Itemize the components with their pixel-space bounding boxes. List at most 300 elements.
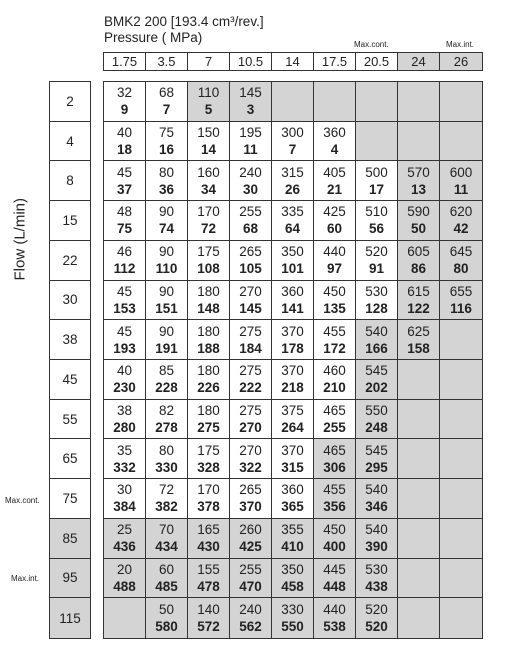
pressure-header-cell: 7: [188, 53, 230, 70]
torque-value: 145: [239, 85, 262, 101]
table-cell: [104, 241, 146, 281]
torque-value: 530: [365, 561, 388, 577]
table-cell: [398, 241, 440, 281]
table-cell: [146, 439, 188, 479]
pressure-header-cell: 20.5: [356, 53, 398, 70]
speed-value: 448: [323, 578, 346, 594]
torque-value: 180: [197, 323, 220, 339]
speed-value: 101: [281, 261, 304, 277]
flow-header-cell: 45: [50, 360, 90, 400]
pressure-header-row: [103, 52, 483, 71]
torque-value: 180: [197, 363, 220, 379]
table-cell: [188, 82, 230, 122]
speed-value: 248: [365, 420, 388, 436]
speed-value: 278: [155, 420, 178, 436]
torque-value: 275: [239, 403, 262, 419]
torque-value: 315: [281, 164, 304, 180]
table-cell: [188, 241, 230, 281]
speed-value: 7: [288, 142, 297, 158]
max-cont-flow-label: Max.cont.: [5, 496, 40, 505]
flow-header-cell: 38: [50, 320, 90, 360]
torque-value: 180: [197, 403, 220, 419]
table-cell: [314, 241, 356, 281]
table-cell: [146, 201, 188, 241]
torque-value: 40: [116, 363, 133, 379]
table-cell: [272, 400, 314, 440]
torque-value: 520: [365, 244, 388, 260]
table-cell: [146, 479, 188, 519]
table-cell: [440, 479, 482, 519]
table-cell: [440, 241, 482, 281]
speed-value: 270: [239, 420, 262, 436]
speed-value: 34: [200, 181, 217, 197]
torque-value: 175: [197, 442, 220, 458]
torque-value: 32: [116, 85, 133, 101]
speed-value: 322: [239, 459, 262, 475]
table-title: BMK2 200 [193.4 cm³/rev.]: [104, 14, 264, 29]
torque-value: 530: [365, 283, 388, 299]
speed-value: 332: [113, 459, 136, 475]
table-cell: [398, 400, 440, 440]
torque-value: 520: [365, 602, 388, 618]
torque-value: 545: [365, 363, 388, 379]
torque-value: 20: [116, 561, 133, 577]
table-cell: [104, 161, 146, 201]
speed-value: 42: [453, 221, 469, 237]
performance-table: [103, 81, 483, 639]
torque-value: 360: [281, 283, 304, 299]
speed-value: 148: [197, 300, 220, 316]
table-cell: [272, 82, 314, 122]
speed-value: 356: [323, 499, 346, 515]
table-cell: [188, 598, 230, 638]
torque-value: 405: [323, 164, 346, 180]
speed-value: 110: [155, 261, 178, 277]
speed-value: 580: [155, 619, 178, 635]
table-cell: [356, 320, 398, 360]
table-cell: [188, 161, 230, 201]
speed-value: 128: [365, 300, 388, 316]
torque-value: 240: [239, 602, 262, 618]
speed-value: 390: [365, 539, 388, 555]
table-cell: [272, 122, 314, 162]
table-cell: [398, 122, 440, 162]
speed-value: 458: [281, 578, 304, 594]
torque-value: 270: [239, 442, 262, 458]
torque-value: 25: [116, 522, 133, 538]
pressure-axis-label: Pressure ( MPa): [104, 30, 203, 45]
torque-value: 620: [449, 204, 473, 220]
torque-value: 90: [158, 283, 175, 299]
torque-value: 545: [365, 442, 388, 458]
flow-header-cell: 30: [50, 281, 90, 321]
flow-header-cell: 85: [50, 519, 90, 559]
torque-value: 655: [449, 283, 473, 299]
torque-value: 335: [281, 204, 304, 220]
torque-value: 425: [323, 204, 346, 220]
table-cell: [188, 320, 230, 360]
torque-value: 455: [323, 323, 346, 339]
speed-value: 50: [410, 221, 427, 237]
speed-value: 122: [407, 300, 430, 316]
table-cell: [146, 320, 188, 360]
speed-value: 572: [197, 619, 220, 635]
torque-value: 180: [197, 283, 220, 299]
torque-value: 600: [449, 164, 473, 180]
table-cell: [188, 479, 230, 519]
speed-value: 75: [116, 221, 133, 237]
table-cell: [146, 559, 188, 599]
table-cell: [146, 598, 188, 638]
speed-value: 26: [284, 181, 301, 197]
speed-value: 330: [155, 459, 178, 475]
table-cell: [398, 479, 440, 519]
torque-value: 265: [239, 244, 262, 260]
speed-value: 384: [113, 499, 136, 515]
table-cell: [356, 82, 398, 122]
flow-header-cell: 22: [50, 241, 90, 281]
table-cell: [314, 82, 356, 122]
table-cell: [356, 559, 398, 599]
torque-value: 175: [197, 244, 220, 260]
speed-value: 193: [113, 340, 136, 356]
speed-value: 172: [323, 340, 346, 356]
speed-value: 116: [450, 300, 472, 316]
torque-value: 110: [197, 85, 220, 101]
torque-value: 540: [365, 522, 388, 538]
speed-value: 112: [113, 261, 136, 277]
torque-value: 60: [158, 561, 175, 577]
flow-header-cell: 95: [50, 559, 90, 599]
torque-value: 35: [116, 442, 133, 458]
torque-value: 615: [407, 283, 430, 299]
torque-value: 265: [239, 482, 262, 498]
speed-value: 430: [197, 539, 220, 555]
torque-value: 540: [365, 323, 388, 339]
speed-value: 7: [162, 102, 171, 118]
table-cell: [146, 161, 188, 201]
table-cell: [230, 320, 272, 360]
flow-axis: [0, 197, 40, 281]
torque-value: 255: [239, 204, 262, 220]
table-cell: [440, 161, 482, 201]
table-cell: [104, 201, 146, 241]
table-cell: [230, 439, 272, 479]
speed-value: 315: [281, 459, 304, 475]
torque-value: 370: [281, 442, 304, 458]
max-int-pressure-label: Max.int.: [446, 40, 475, 49]
table-cell: [314, 161, 356, 201]
speed-value: 74: [158, 221, 175, 237]
speed-value: 264: [281, 420, 304, 436]
torque-value: 625: [407, 323, 430, 339]
table-cell: [188, 439, 230, 479]
table-cell: [104, 281, 146, 321]
table-cell: [272, 360, 314, 400]
torque-value: 510: [365, 204, 388, 220]
torque-value: 45: [116, 323, 133, 339]
torque-value: 46: [116, 244, 133, 260]
table-cell: [440, 122, 482, 162]
table-cell: [398, 439, 440, 479]
pressure-header-cell: 1.75: [104, 53, 146, 70]
table-cell: [146, 519, 188, 559]
torque-value: 450: [323, 283, 346, 299]
speed-value: 108: [197, 261, 220, 277]
torque-value: 260: [239, 522, 262, 538]
speed-value: 18: [116, 142, 133, 158]
speed-value: 210: [323, 380, 346, 396]
table-cell: [230, 400, 272, 440]
table-cell: [104, 320, 146, 360]
speed-value: 280: [113, 420, 136, 436]
table-cell: [314, 479, 356, 519]
table-cell: [440, 82, 482, 122]
torque-value: 275: [239, 323, 262, 339]
speed-value: 80: [453, 261, 469, 277]
speed-value: 14: [200, 142, 217, 158]
torque-value: 465: [323, 403, 346, 419]
table-cell: [398, 360, 440, 400]
speed-value: 60: [326, 221, 343, 237]
table-cell: [230, 122, 272, 162]
speed-value: 97: [326, 261, 343, 277]
table-cell: [314, 400, 356, 440]
pressure-header-cell: 14: [272, 53, 314, 70]
table-cell: [398, 519, 440, 559]
table-cell: [104, 559, 146, 599]
table-cell: [356, 360, 398, 400]
table-cell: [230, 281, 272, 321]
torque-value: 375: [281, 403, 304, 419]
flow-header-cell: 2: [50, 82, 90, 122]
torque-value: 40: [116, 125, 133, 141]
speed-value: 382: [155, 499, 178, 515]
table-cell: [314, 281, 356, 321]
torque-value: 355: [281, 522, 304, 538]
table-cell: [146, 281, 188, 321]
table-cell: [356, 201, 398, 241]
speed-value: 275: [197, 420, 220, 436]
torque-value: 360: [323, 125, 346, 141]
flow-header-cell: 8: [50, 161, 90, 201]
table-cell: [272, 201, 314, 241]
speed-value: 153: [113, 300, 136, 316]
torque-value: 370: [281, 363, 304, 379]
table-cell: [188, 122, 230, 162]
torque-value: 38: [116, 403, 133, 419]
speed-value: 370: [239, 499, 262, 515]
table-cell: [356, 161, 398, 201]
table-cell: [230, 241, 272, 281]
speed-value: 295: [365, 459, 388, 475]
table-cell: [314, 201, 356, 241]
speed-value: 436: [113, 539, 136, 555]
table-cell: [230, 201, 272, 241]
pressure-header-cell: 24: [398, 53, 440, 70]
pressure-header-cell: 26: [440, 53, 482, 70]
table-cell: [230, 559, 272, 599]
table-cell: [188, 400, 230, 440]
torque-value: 165: [197, 522, 220, 538]
flow-header-cell: 75: [50, 479, 90, 519]
torque-value: 270: [239, 283, 262, 299]
torque-value: 540: [365, 482, 388, 498]
table-cell: [314, 320, 356, 360]
torque-value: 605: [407, 244, 430, 260]
table-cell: [104, 360, 146, 400]
table-cell: [272, 320, 314, 360]
speed-value: 72: [200, 221, 217, 237]
table-cell: [440, 281, 482, 321]
speed-value: 158: [407, 340, 430, 356]
table-cell: [230, 360, 272, 400]
speed-value: 438: [365, 578, 388, 594]
speed-value: 11: [243, 142, 258, 158]
speed-value: 226: [197, 380, 220, 396]
speed-value: 86: [410, 261, 427, 277]
speed-value: 328: [197, 459, 220, 475]
table-cell: [104, 82, 146, 122]
torque-value: 370: [281, 323, 304, 339]
torque-value: 85: [158, 363, 175, 379]
table-cell: [314, 559, 356, 599]
speed-value: 538: [323, 619, 346, 635]
table-cell: [104, 479, 146, 519]
torque-value: 45: [116, 164, 133, 180]
table-cell: [272, 519, 314, 559]
torque-value: 275: [239, 363, 262, 379]
torque-value: 150: [197, 125, 220, 141]
torque-value: 570: [407, 164, 430, 180]
torque-value: 72: [158, 482, 175, 498]
flow-header-cell: 55: [50, 400, 90, 440]
torque-value: 48: [116, 204, 133, 220]
table-cell: [146, 400, 188, 440]
torque-value: 50: [158, 602, 175, 618]
speed-value: 470: [239, 578, 262, 594]
table-cell: [230, 82, 272, 122]
speed-value: 346: [365, 499, 388, 515]
speed-value: 425: [239, 539, 262, 555]
speed-value: 520: [365, 619, 388, 635]
torque-value: 255: [239, 561, 262, 577]
torque-value: 45: [116, 283, 133, 299]
speed-value: 166: [365, 340, 388, 356]
table-cell: [272, 241, 314, 281]
table-cell: [230, 161, 272, 201]
torque-value: 300: [281, 125, 304, 141]
table-cell: [398, 598, 440, 638]
table-cell: [356, 281, 398, 321]
table-cell: [230, 519, 272, 559]
torque-value: 455: [323, 482, 346, 498]
speed-value: 135: [323, 300, 346, 316]
speed-value: 145: [239, 300, 262, 316]
speed-value: 141: [281, 300, 304, 316]
torque-value: 440: [323, 602, 346, 618]
speed-value: 16: [158, 142, 175, 158]
pressure-header-cell: 10.5: [230, 53, 272, 70]
table-cell: [272, 559, 314, 599]
speed-value: 485: [155, 578, 178, 594]
torque-value: 350: [281, 244, 304, 260]
torque-value: 90: [158, 204, 175, 220]
table-cell: [272, 439, 314, 479]
speed-value: 365: [281, 499, 304, 515]
table-cell: [440, 320, 482, 360]
flow-header-cell: 15: [50, 201, 90, 241]
table-cell: [314, 519, 356, 559]
torque-value: 500: [365, 164, 388, 180]
speed-value: 410: [281, 539, 304, 555]
speed-value: 30: [242, 181, 259, 197]
table-cell: [104, 598, 146, 638]
table-cell: [272, 161, 314, 201]
table-cell: [398, 201, 440, 241]
table-cell: [230, 479, 272, 519]
table-cell: [146, 122, 188, 162]
torque-value: 82: [158, 403, 175, 419]
speed-value: 3: [246, 102, 255, 118]
speed-value: 434: [155, 539, 178, 555]
speed-value: 478: [197, 578, 220, 594]
speed-value: 191: [155, 340, 178, 356]
speed-value: 178: [281, 340, 304, 356]
torque-value: 550: [365, 403, 388, 419]
table-cell: [440, 598, 482, 638]
table-cell: [314, 439, 356, 479]
flow-axis-label: Flow (L/min): [11, 197, 29, 281]
speed-value: 188: [197, 340, 220, 356]
torque-value: 460: [323, 363, 346, 379]
torque-value: 590: [407, 204, 430, 220]
table-cell: [314, 122, 356, 162]
table-cell: [104, 122, 146, 162]
speed-value: 11: [453, 181, 469, 197]
speed-value: 13: [410, 181, 427, 197]
table-cell: [188, 281, 230, 321]
table-cell: [440, 559, 482, 599]
table-cell: [398, 281, 440, 321]
table-cell: [398, 320, 440, 360]
torque-value: 240: [239, 164, 262, 180]
table-cell: [398, 161, 440, 201]
flow-header-cell: 65: [50, 439, 90, 479]
torque-value: 155: [197, 561, 220, 577]
speed-value: 21: [326, 181, 343, 197]
table-cell: [146, 360, 188, 400]
table-cell: [314, 598, 356, 638]
table-cell: [104, 400, 146, 440]
torque-value: 170: [197, 482, 220, 498]
torque-value: 70: [158, 522, 175, 538]
speed-value: 306: [323, 459, 346, 475]
torque-value: 90: [158, 244, 175, 260]
torque-value: 140: [197, 602, 220, 618]
table-cell: [440, 360, 482, 400]
torque-value: 645: [449, 244, 473, 260]
table-cell: [104, 519, 146, 559]
speed-value: 218: [281, 380, 304, 396]
flow-header-cell: 4: [50, 122, 90, 162]
torque-value: 90: [158, 323, 175, 339]
table-cell: [398, 559, 440, 599]
torque-value: 440: [323, 244, 346, 260]
flow-header-column: [49, 81, 91, 639]
torque-value: 360: [281, 482, 304, 498]
table-cell: [188, 519, 230, 559]
